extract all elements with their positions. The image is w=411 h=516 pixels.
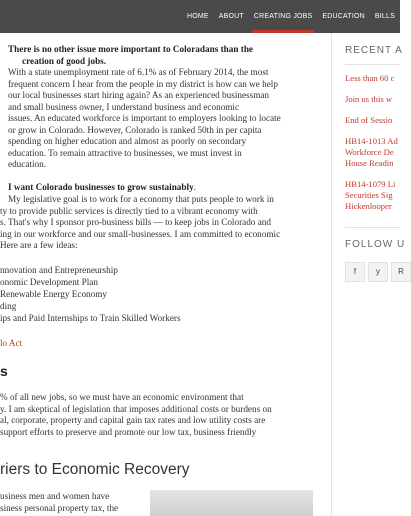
grow-line: Here are a few ideas:: [0, 240, 78, 250]
idea-list-item: ding: [0, 301, 17, 311]
intro-line: With a state unemployment rate of 6.1% as of February 2014, the most: [8, 67, 269, 77]
nav-about[interactable]: ABOUT: [218, 13, 244, 20]
intro-line: spending on higher education and almost as poorly on secondary: [8, 136, 247, 146]
grow-heading-period: .: [193, 182, 196, 192]
top-nav-bar: [0, 0, 400, 33]
idea-list-item: Renewable Energy Economy: [0, 289, 107, 299]
intro-line: education. To remain attractive to businesses, we must invest in: [8, 147, 242, 158]
recent-article-link[interactable]: End of Sessio: [345, 115, 393, 125]
rss-icon[interactable]: R: [391, 262, 411, 282]
barriers-line: usiness men and women have: [0, 491, 110, 501]
section-heading: s: [0, 363, 8, 379]
nav-education[interactable]: EDUCATION: [322, 13, 365, 20]
grow-line: ty to provide public services is directly tied to a vibrant economy with: [0, 205, 258, 216]
intro-line: frequent concern I hear from the people in my district is how can we help: [8, 78, 278, 89]
act-link[interactable]: lo Act: [0, 338, 23, 348]
idea-list-item: ips and Paid Internships to Train Skilled Workers: [0, 313, 181, 323]
taxes-line: al, corporate, property and capital gain tax rates and low utility costs are: [0, 415, 266, 425]
grow-line: My legislative goal is to work for a economy that puts people to work in: [8, 194, 274, 204]
recent-article-link[interactable]: Join us this w: [345, 94, 393, 104]
intro-line: issues. An educated workforce is important to employers looking to locate: [8, 113, 281, 123]
facebook-icon[interactable]: f: [345, 262, 365, 282]
follow-us-title: FOLLOW U: [345, 239, 406, 250]
recent-article-link-line[interactable]: Workforce De: [345, 147, 394, 157]
recent-article-link-line[interactable]: Hickenlooper: [345, 201, 392, 211]
recent-articles-title: RECENT A: [345, 45, 403, 56]
intro-line: or grow in Colorado. However, Colorado is ranked 50th in per capita: [8, 124, 262, 135]
grow-line: s. That's why I sponsor pro-business bills — to keep jobs in Colorado and: [0, 217, 271, 227]
article-photo: [150, 490, 313, 516]
grow-heading-bold: I want Colorado businesses to grow sustainably: [8, 182, 194, 192]
column-divider: [331, 33, 332, 516]
nav-creating-jobs[interactable]: CREATING JOBS: [249, 0, 317, 33]
intro-line: education.: [8, 159, 47, 169]
barriers-line: siness personal property tax, the: [0, 502, 119, 513]
intro-line: our local businesses start hiring again? As an experienced businessman: [8, 90, 270, 100]
twitter-icon[interactable]: y: [368, 262, 388, 282]
recent-article-link-line[interactable]: HB14-1079 Li: [345, 179, 396, 189]
sidebar-divider: [345, 64, 400, 65]
taxes-line: % of all new jobs, so we must have an economic environment that: [0, 392, 244, 402]
recent-article-link[interactable]: Less than 60 c: [345, 73, 395, 83]
taxes-line: y. I am skeptical of legislation that imposes additional costs or burdens on: [0, 403, 272, 414]
grow-line: ing in our workforce and our small-businesses. I am committed to economic: [0, 228, 281, 239]
intro-bold-line-1: There is no other issue more important to Coloradans than the: [8, 44, 254, 54]
taxes-line: support efforts to preserve and promote our low tax, business friendly: [0, 426, 257, 437]
sidebar-divider: [345, 227, 400, 228]
idea-list-item: onomic Development Plan: [0, 277, 98, 287]
intro-bold-line-2: creation of good jobs.: [22, 55, 107, 66]
nav-home[interactable]: HOME: [186, 13, 209, 20]
nav-bills[interactable]: BILLS: [374, 13, 395, 20]
barriers-heading: riers to Economic Recovery: [0, 461, 190, 478]
idea-list-item: nnovation and Entrepreneurship: [0, 265, 118, 275]
recent-article-link-line[interactable]: House Readin: [345, 158, 394, 168]
grow-heading: [8, 182, 196, 193]
intro-line: and small business owner, I understand business and economic: [8, 101, 240, 112]
main-nav: [182, 0, 400, 33]
recent-article-link-line[interactable]: Securities Sig: [345, 190, 393, 200]
recent-article-link-line[interactable]: HB14-1013 Ad: [345, 136, 398, 146]
